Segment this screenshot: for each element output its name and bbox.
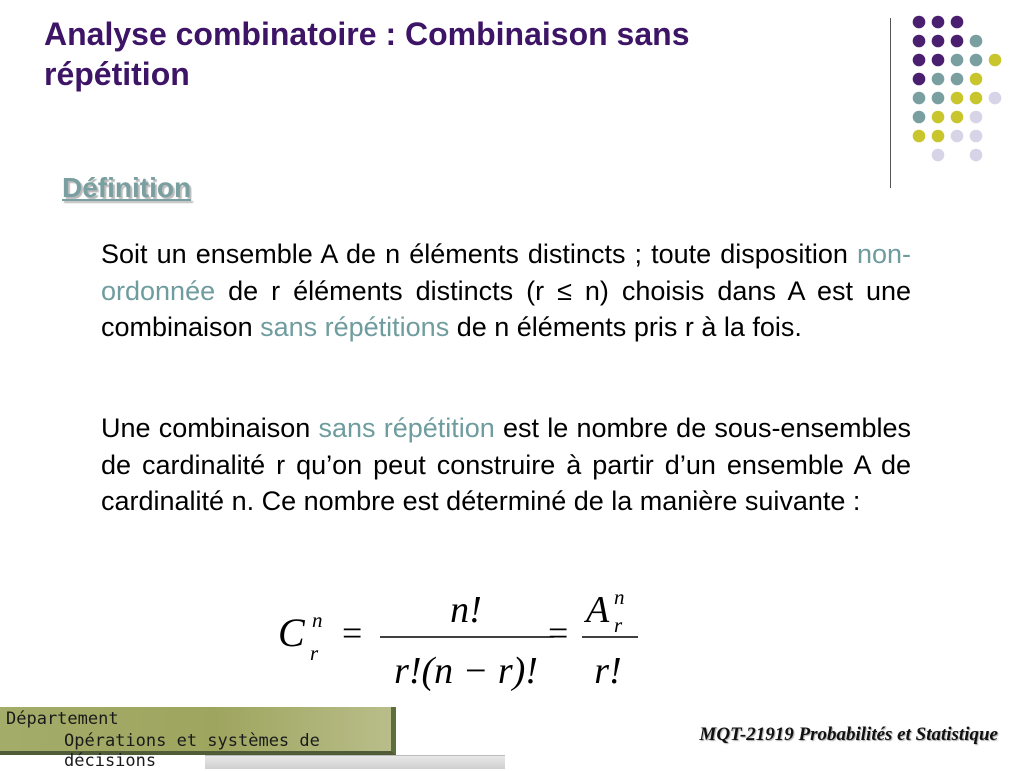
- dot: [989, 54, 1002, 67]
- dot: [951, 73, 964, 86]
- text-segment: Une combinaison: [101, 413, 319, 443]
- fraction2-denominator: r!: [594, 650, 622, 692]
- fraction1-denominator: r!(n − r)!: [394, 650, 538, 692]
- dot: [970, 35, 983, 48]
- decorative-dot-grid: [0, 0, 1024, 200]
- fraction2-numerator-sub: r: [614, 613, 623, 637]
- dot: [951, 92, 964, 105]
- course-label: MQT-21919 Probabilités et Statistique: [699, 724, 998, 745]
- dot: [932, 35, 945, 48]
- dot: [951, 111, 964, 124]
- dot: [932, 16, 945, 29]
- dot: [970, 54, 983, 67]
- dot: [913, 73, 926, 86]
- definition-heading: Définition: [62, 172, 192, 203]
- department-logo: [0, 707, 396, 771]
- dot: [970, 149, 983, 162]
- fraction2-numerator-sup: n: [614, 585, 625, 609]
- dot: [951, 54, 964, 67]
- dot: [913, 16, 926, 29]
- dot: [970, 111, 983, 124]
- dot: [913, 92, 926, 105]
- highlight-sans-repetitions: sans répétitions: [260, 312, 450, 342]
- formula-equals-2: =: [548, 613, 569, 653]
- building-image: [205, 755, 505, 769]
- dot: [970, 92, 983, 105]
- slide-title: Analyse combinatoire : Combinaison sans répétition: [44, 16, 690, 92]
- dot: [932, 149, 945, 162]
- dot: [989, 92, 1002, 105]
- formula-C-sup: n: [312, 608, 323, 632]
- dot: [970, 73, 983, 86]
- text-segment: de r éléments distincts (r: [215, 275, 558, 306]
- dot: [951, 16, 964, 29]
- fraction2-numerator-A: A: [586, 589, 610, 631]
- text-segment: est le nombre de sous-ensembles de cardinalité r qu’on peut construire à partir d’un ensemble A de cardinalité n. Ce nombre est déterminé de la manière suivante :: [101, 413, 912, 516]
- dot: [913, 111, 926, 124]
- formula-equals-1: =: [342, 613, 363, 653]
- dot: [970, 130, 983, 143]
- dot: [932, 130, 945, 143]
- dot: [913, 54, 926, 67]
- dot: [951, 130, 964, 143]
- text-segment: n) choisis dans A est une combinaison: [101, 275, 911, 342]
- department-line2: Opérations et systèmes de décisions: [64, 731, 320, 771]
- dot: [932, 92, 945, 105]
- formula-C-sub: r: [310, 641, 319, 665]
- explanation-paragraph: [101, 410, 911, 520]
- dot: [913, 35, 926, 48]
- definition-paragraph: [101, 236, 911, 346]
- combination-formula: [270, 580, 670, 700]
- leq-symbol: ≤: [557, 275, 572, 306]
- dot: [932, 111, 945, 124]
- text-segment: Soit un ensemble A de n éléments distincts ; toute disposition: [101, 239, 857, 269]
- dot: [932, 54, 945, 67]
- dot: [913, 130, 926, 143]
- dot: [932, 73, 945, 86]
- highlight-sans-repetition: sans répétition: [318, 413, 495, 443]
- formula-C: C: [278, 610, 305, 655]
- dot: [951, 35, 964, 48]
- text-segment: de n éléments pris r à la fois.: [449, 312, 802, 342]
- highlight-non-ordonnee: non-ordonnée: [101, 239, 911, 306]
- fraction1-numerator: n!: [450, 589, 482, 631]
- department-line1: Département: [6, 709, 119, 729]
